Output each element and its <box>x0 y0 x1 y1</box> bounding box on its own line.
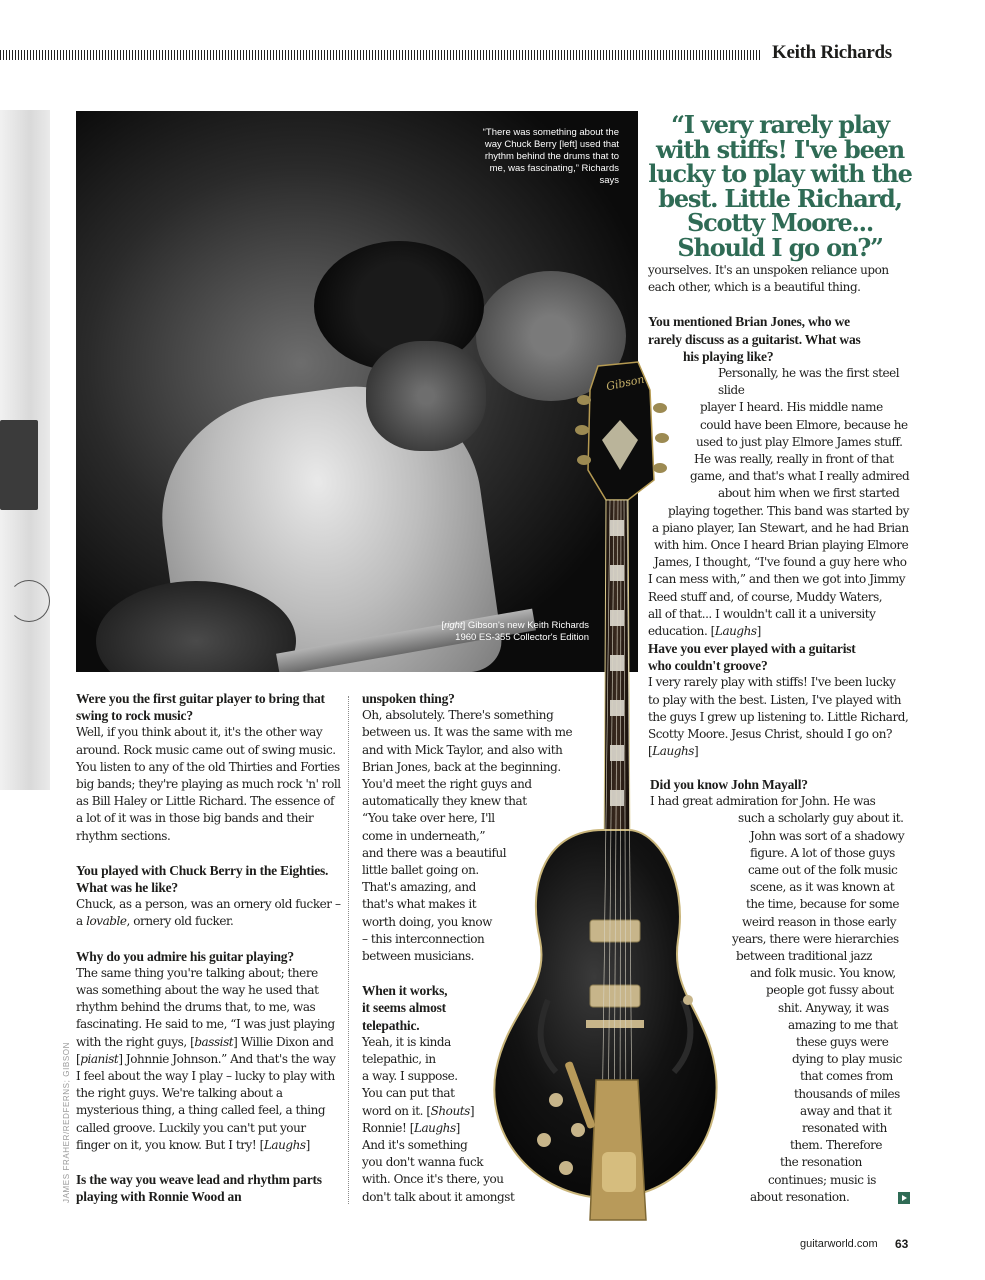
answer-5-italic: Laughs <box>413 1120 456 1135</box>
photo-caption-bottom: [right] Gibson's new Keith Richards 1960 ES-355 Collector's Edition <box>441 620 589 643</box>
column-rule <box>348 696 349 1204</box>
header-rule <box>0 50 760 60</box>
answer-8 <box>650 793 912 1206</box>
answer-5-line: you don't wanna fuck <box>362 1155 484 1170</box>
answer-6 <box>648 365 910 640</box>
answer-6-italic: Laughs <box>714 624 757 639</box>
question-6 <box>648 313 910 365</box>
answer-1: Well, if you think about it, it's the other way around. Rock music came out of swing music. You listen to any of the old Thirties and Forties big bands; they're playing as much rock 'n' roll as Bill Haley or Little Richard. The essence of a lot of it was in those big bands and their rhythm sections. <box>76 725 341 843</box>
answer-5-line: Yeah, it is kinda <box>362 1034 451 1049</box>
question-1: Were you the first guitar player to bring that swing to rock music? <box>76 691 325 724</box>
question-6-line: his playing like? <box>683 348 774 364</box>
answer-4-line: – this interconnection <box>362 931 485 946</box>
answer-6-line: playing together. This band was started by <box>668 503 909 518</box>
answer-8-line: weird reason in those early <box>742 914 897 929</box>
answer-7-italic: Laughs <box>652 744 694 759</box>
cable-shape <box>8 580 50 622</box>
question-5-line: When it works, <box>362 983 448 999</box>
answer-7-line: the guys I grew up listening to. Little Richard, <box>648 709 909 724</box>
answer-8-line: them. Therefore <box>790 1138 883 1153</box>
answer-5-text: ] <box>469 1103 475 1118</box>
question-7-line: Have you ever played with a guitarist <box>648 641 856 656</box>
answer-6-line: player I heard. His middle name <box>700 400 883 415</box>
column-3-bottom <box>650 776 912 1206</box>
answer-cont-line: yourselves. It's an unspoken reliance upon <box>648 263 889 277</box>
bigsby-plate <box>602 1152 636 1192</box>
answer-6-line: used to just play Elmore James stuff. <box>696 434 903 449</box>
answer-8-line: these guys were <box>796 1035 889 1050</box>
question-8: Did you know John Mayall? <box>650 777 808 792</box>
question-7 <box>648 640 910 674</box>
answer-7-text: [ <box>648 744 653 759</box>
answer-3-part: ] <box>305 1137 310 1152</box>
answer-2-text-end: , ornery old fucker. <box>126 914 234 929</box>
answer-7-line: I very rarely play with stiffs! I've been lucky <box>648 675 896 690</box>
answer-6-line: Personally, he was the first steel slide <box>718 366 900 398</box>
answer-4-line: come in underneath,” <box>362 828 486 843</box>
question-6-line: rarely discuss as a guitarist. What was <box>648 331 861 347</box>
answer-5-line: with. Once it's there, you <box>362 1172 504 1187</box>
answer-3-part: ] Johnnie Johnson.” And that's the way I feel about the way I play – lucky to play with the right guys. We're talking about a mysterious thing, a thing called feel, a thing called groove. Luckily you can't put your finger on it, you know. But I try! [ <box>76 1051 336 1152</box>
answer-6-line: I can mess with,” and then we got into Jimmy <box>648 572 906 587</box>
answer-8-line: amazing to me that <box>788 1017 898 1032</box>
photo-caption-top: “There was something about the way Chuck Berry [left] used that rhythm behind the drums that to me, was fascinating,” Richards says <box>482 127 619 186</box>
answer-7-line: to play with the best. Listen, I've played with <box>648 692 902 707</box>
question-6-line: You mentioned Brian Jones, who we <box>648 314 850 330</box>
question-2: You played with Chuck Berry in the Eighties. What was he like? <box>76 862 329 896</box>
answer-8-line: that comes from <box>800 1069 893 1084</box>
answer-3-italic: bassist <box>194 1034 234 1049</box>
headstock-logo: Gibson <box>605 372 646 394</box>
column-3-top <box>648 262 910 640</box>
answer-7-line: Scotty Moore. Jesus Christ, should I go on? <box>648 727 892 742</box>
question-5-line: it seems almost <box>362 1000 446 1016</box>
answer-4-line: You'd meet the right guys and <box>362 777 532 792</box>
answer-cont-line: each other, which is a beautiful thing. <box>648 280 861 295</box>
section-title: Keith Richards <box>772 42 892 63</box>
answer-8-line: and folk music. You know, <box>750 966 896 981</box>
answer-8-line: John was sort of a shadowy <box>750 828 905 843</box>
answer-4-line: and with Mick Taylor, and also with <box>362 742 563 757</box>
answer-3-part: ] Willie Dixon and [ <box>76 1034 334 1066</box>
answer-5-line: a way. I suppose. <box>362 1069 458 1084</box>
answer-8-line: scene, as it was known at <box>750 880 895 895</box>
amplifier-shape <box>0 420 38 510</box>
answer-7-line <box>648 743 910 760</box>
question-4: Is the way you weave lead and rhythm parts playing with Ronnie Wood an <box>76 1172 322 1205</box>
answer-4-line: between musicians. <box>362 949 475 964</box>
answer-4-line: “You take over here, I'll <box>362 811 495 826</box>
pull-quote: “I very rarely play with stiffs! I've been lucky to play with the best. Little Richard, Scotty Moore... Should I go on?” <box>648 110 912 262</box>
answer-8-line: resonated with <box>802 1121 887 1136</box>
answer-8-line: continues; music is <box>768 1172 876 1187</box>
answer-2-text: Chuck, as a person, was an ornery old fucker – a <box>76 897 341 929</box>
answer-5-line: You can put that <box>362 1086 455 1101</box>
answer-5-line: And it's something <box>362 1138 468 1153</box>
answer-3 <box>76 966 335 1152</box>
answer-6-line <box>648 623 910 640</box>
answer-6-line: He was really, really in front of that <box>694 452 894 467</box>
answer-8-line: the resonation <box>780 1155 862 1170</box>
question-7-line: who couldn't groove? <box>648 658 768 674</box>
question-4-end: unspoken thing? <box>362 691 455 706</box>
photo-credit: JAMES FRAHER/REDFERNS; GIBSON <box>62 1042 71 1203</box>
answer-8-line: away and that it <box>800 1103 892 1118</box>
answer-2 <box>76 897 341 928</box>
bigsby-tailpiece <box>590 1080 646 1220</box>
answer-5-line: telepathic, in <box>362 1052 436 1067</box>
answer-4-line: worth doing, you know <box>362 914 492 929</box>
answer-4-line: little ballet going on. <box>362 863 479 878</box>
answer-4-line: that's what makes it <box>362 897 477 912</box>
answer-6-text: ] <box>756 624 761 639</box>
answer-5-text: Ronnie! [ <box>362 1120 414 1135</box>
answer-8-line: figure. A lot of those guys <box>750 845 895 860</box>
answer-8-line: dying to play music <box>792 1052 902 1067</box>
answer-8-line: shit. Anyway, it was <box>778 1000 889 1015</box>
answer-8-line: years, there were hierarchies <box>732 931 899 946</box>
answer-8-line: about resonation. <box>750 1189 850 1204</box>
answer-5-italic: Shouts <box>430 1103 470 1118</box>
answer-8-line: such a scholarly guy about it. <box>738 811 904 826</box>
column-1 <box>76 690 341 1205</box>
answer-8-line: came out of the folk music <box>748 863 898 878</box>
answer-7-text: ] <box>693 744 699 759</box>
answer-4-line: and there was a beautiful <box>362 845 507 860</box>
answer-8-line: thousands of miles <box>794 1086 900 1101</box>
answer-6-line: about him when we first started <box>718 486 900 501</box>
answer-3-part: The same thing you're talking about; there was something about the way he used that rhythm behind the drums that, to me, was fascinating. He said to me, “I was just playing with the right guys, [ <box>76 965 335 1049</box>
caption-italic: right <box>444 620 463 631</box>
footer-website: guitarworld.com <box>800 1238 878 1250</box>
answer-4-line: Oh, absolutely. There's something <box>362 708 554 723</box>
photo-figure-face <box>366 341 486 451</box>
answer-5-text: ] <box>455 1120 460 1135</box>
answer-6-line: Reed stuff and, of course, Muddy Waters, <box>648 589 883 604</box>
answer-6-line: game, and that's what I really admired <box>690 469 910 484</box>
answer-4-line: Brian Jones, back at the beginning. <box>362 759 561 774</box>
question-3: Why do you admire his guitar playing? <box>76 948 294 964</box>
end-of-article-icon <box>898 1192 910 1204</box>
page-number: 63 <box>895 1237 909 1251</box>
answer-4-line: That's amazing, and <box>362 880 476 895</box>
answer-4-line: between us. It was the same with me <box>362 725 573 740</box>
answer-7 <box>648 674 910 760</box>
answer-3-italic: pianist <box>80 1051 119 1066</box>
answer-5-line: don't talk about it amongst <box>362 1189 515 1204</box>
answer-6-line: James, I thought, “I've found a guy here who <box>654 555 907 570</box>
caption-text: Gibson's new Keith Richards 1960 ES-355 Collector's Edition <box>455 620 589 643</box>
answer-5-text: word on it. [ <box>362 1103 431 1118</box>
answer-2-italic: lovable <box>86 914 127 929</box>
answer-3-italic: Laughs <box>263 1137 306 1152</box>
answer-6-line: a piano player, Ian Stewart, and he had Brian <box>652 520 909 535</box>
answer-6-text: education. [ <box>648 624 715 639</box>
answer-8-line: the time, because for some <box>746 897 900 912</box>
column-3-middle <box>648 640 910 760</box>
question-5-line: telepathic. <box>362 1017 420 1033</box>
answer-8-line: I had great admiration for John. He was <box>650 794 876 809</box>
answer-6-line: with him. Once I heard Brian playing Elmore <box>654 538 909 553</box>
answer-8-line: between traditional jazz <box>736 949 872 964</box>
answer-4-line: automatically they knew that <box>362 794 527 809</box>
answer-8-line: people got fussy about <box>766 983 894 998</box>
answer-6-line: all of that... I wouldn't call it a university <box>648 606 876 621</box>
answer-6-line: could have been Elmore, because he <box>700 417 908 432</box>
